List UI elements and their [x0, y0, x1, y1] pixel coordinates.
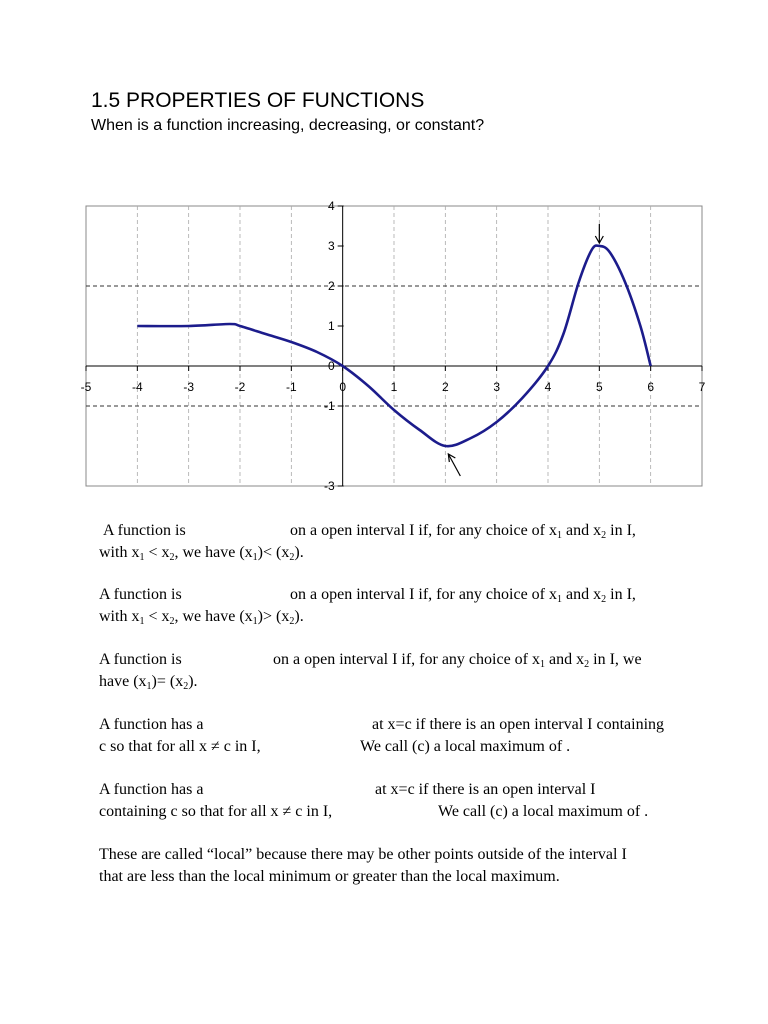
page-subtitle: When is a function increasing, decreasing, or constant? — [91, 117, 485, 134]
text: < x — [144, 544, 170, 561]
subscript: 2 — [601, 530, 607, 541]
subscript: 2 — [169, 552, 175, 563]
text: A function has a — [99, 716, 204, 733]
text: A function has a — [99, 781, 204, 798]
subscript: 1 — [139, 552, 145, 563]
text: in I, we — [589, 651, 642, 668]
text: A function is — [99, 651, 182, 668]
text: , we have (x — [174, 544, 253, 561]
text: These are called “local” because there may be other points outside of the interval I — [99, 846, 627, 863]
text: in I, — [606, 586, 636, 603]
subscript: 2 — [584, 659, 590, 670]
x-tick-label: 3 — [493, 380, 501, 394]
page-title: 1.5 PROPERTIES OF FUNCTIONS — [91, 89, 425, 112]
text: at x=c if there is an open interval I — [375, 781, 596, 798]
text: and x — [545, 651, 585, 668]
text: )> (x — [257, 608, 290, 625]
text: and x — [562, 522, 602, 539]
subscript: 1 — [139, 616, 145, 627]
subscript: 1 — [146, 681, 152, 692]
text: )= (x — [151, 673, 184, 690]
x-tick-label: 6 — [647, 380, 655, 394]
text: c so that for all x ≠ c in I, — [99, 738, 261, 755]
text: with x — [99, 608, 140, 625]
subscript: 1 — [252, 616, 258, 627]
y-tick-label: 2 — [327, 279, 335, 293]
text — [290, 520, 636, 542]
closing-paragraph — [99, 844, 719, 888]
text: ). — [294, 544, 304, 561]
text: ). — [294, 608, 304, 625]
subscript: 2 — [183, 681, 189, 692]
text: in I, — [606, 522, 636, 539]
x-tick-label: 0 — [339, 380, 347, 394]
y-tick-label: 3 — [327, 239, 335, 253]
definition-local-maximum — [99, 714, 719, 758]
x-tick-label: -1 — [285, 380, 297, 394]
y-tick-label: -1 — [323, 399, 335, 413]
x-tick-label: 1 — [390, 380, 398, 394]
subscript: 1 — [252, 552, 258, 563]
subscript: 2 — [601, 594, 607, 605]
subscript: 1 — [540, 659, 546, 670]
subscript: 2 — [169, 616, 175, 627]
x-tick-label: -5 — [80, 380, 92, 394]
definition-decreasing — [99, 584, 719, 628]
text: A function is — [99, 586, 182, 603]
x-tick-label: -4 — [131, 380, 143, 394]
y-tick-label: 1 — [327, 319, 335, 333]
x-tick-label: 4 — [544, 380, 552, 394]
subscript: 1 — [557, 530, 563, 541]
y-tick-label: 0 — [327, 359, 335, 373]
text: with x — [99, 544, 140, 561]
x-tick-label: 7 — [698, 380, 706, 394]
definition-local-minimum — [99, 779, 719, 823]
y-tick-label: -3 — [323, 479, 335, 493]
x-tick-label: 5 — [595, 380, 603, 394]
definition-increasing — [99, 520, 719, 564]
text: on a open interval I if, for any choice of x — [273, 651, 541, 668]
text: We call (c) a local maximum of . — [360, 738, 571, 755]
text: on a open interval I if, for any choice of x — [290, 522, 558, 539]
text: and x — [562, 586, 602, 603]
x-tick-label: 2 — [441, 380, 449, 394]
subscript: 2 — [289, 616, 295, 627]
text: containing c so that for all x ≠ c in I, — [99, 803, 333, 820]
subscript: 1 — [557, 594, 563, 605]
x-tick-label: -3 — [183, 380, 195, 394]
text: on a open interval I if, for any choice of x — [290, 586, 558, 603]
text: , we have (x — [174, 608, 253, 625]
y-tick-label: 4 — [327, 199, 335, 213]
text: that are less than the local minimum or greater than the local maximum. — [99, 868, 560, 885]
text: < x — [144, 608, 170, 625]
text: A function is — [103, 522, 186, 539]
definition-constant — [99, 649, 719, 693]
text: ). — [188, 673, 198, 690]
text: We call (c) a local maximum of . — [438, 803, 649, 820]
text: )< (x — [257, 544, 290, 561]
subscript: 2 — [289, 552, 295, 563]
x-tick-label: -2 — [234, 380, 246, 394]
text: at x=c if there is an open interval I containing — [372, 716, 665, 733]
text: have (x — [99, 673, 147, 690]
